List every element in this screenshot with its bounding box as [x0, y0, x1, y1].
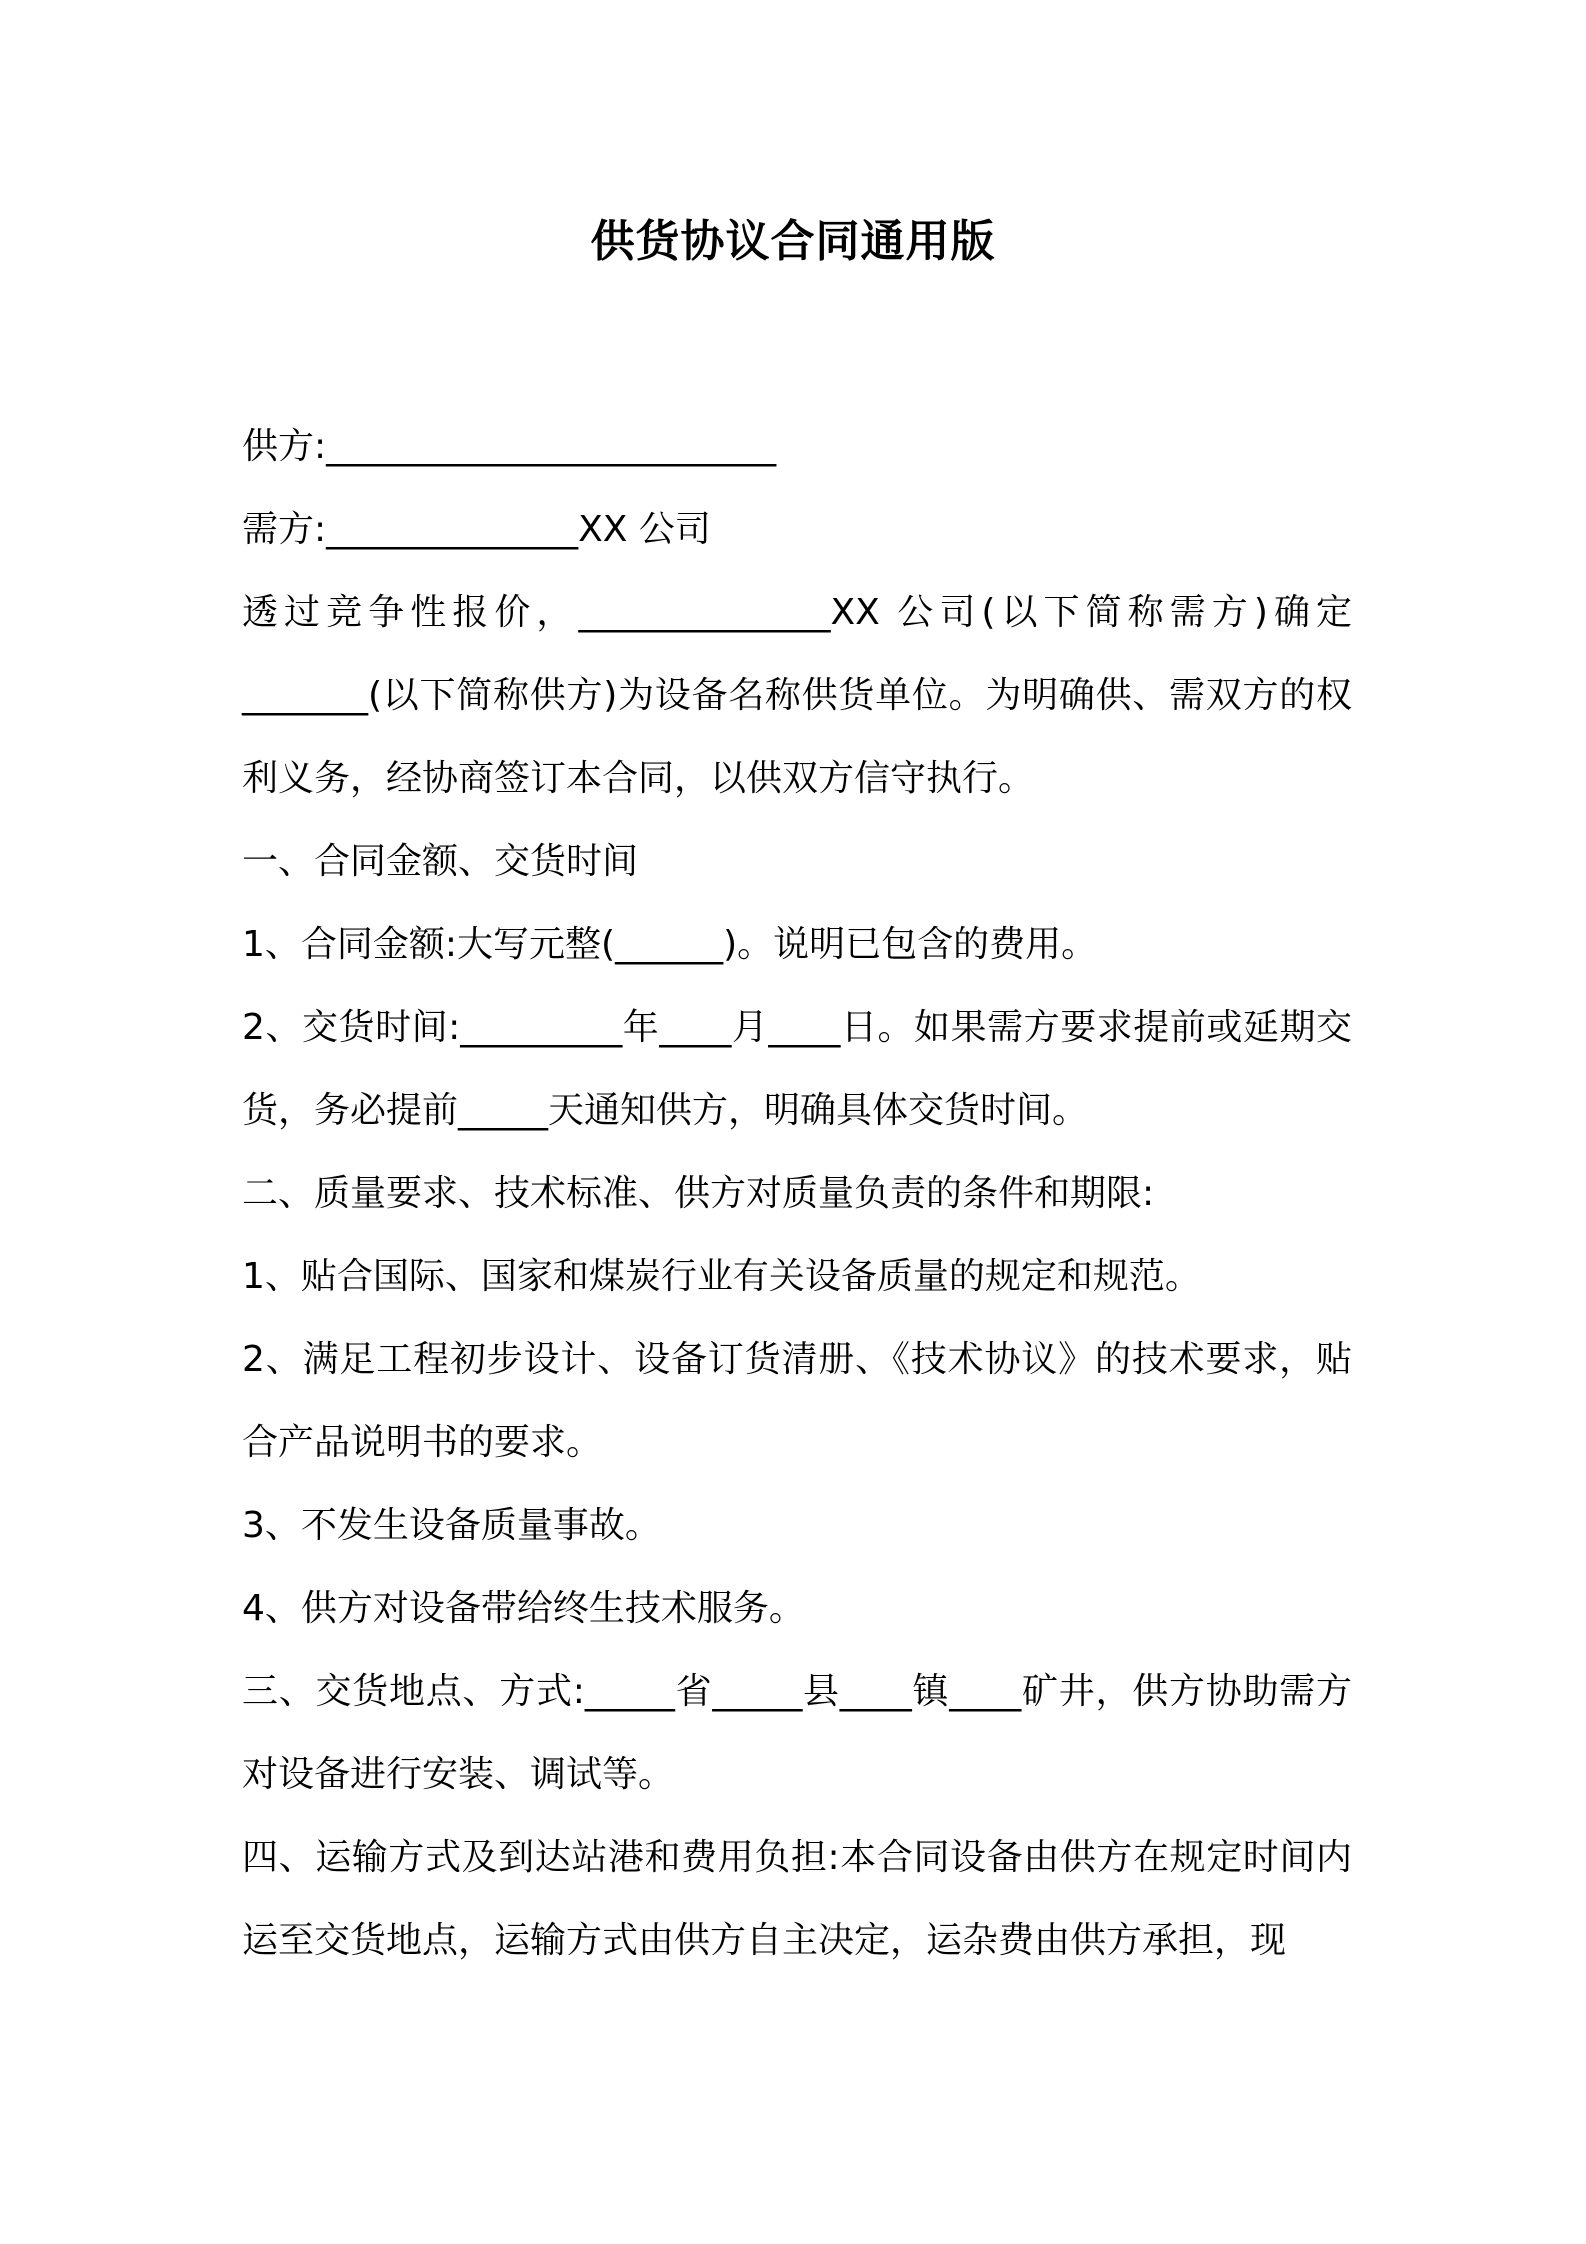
section-3: 三、交货地点、方式:_____省_____县____镇____矿井，供方协助需方对设备进行安装、调试等。 — [242, 1671, 1352, 1795]
supplier-line: 供方:_________________________ — [242, 426, 777, 467]
section-heading-2: 二、质量要求、技术标准、供方对质量负责的条件和期限: — [242, 1173, 1155, 1214]
document-body — [242, 405, 1352, 1982]
section-heading-1: 一、合同金额、交货时间 — [242, 841, 639, 882]
preamble-paragraph: 透过竞争性报价，______________XX 公司(以下简称需方)确定_______(以下简称供方)为设备名称供货单位。为明确供、需双方的权利义务，经协商签订本合同，以供双方信守执行。 — [242, 592, 1352, 799]
clause-1-1: 1、合同金额:大写元整(______)。说明已包含的费用。 — [242, 924, 1098, 965]
clause-1-2: 2、交货时间:_________年____月____日。如果需方要求提前或延期交货，务必提前_____天通知供方，明确具体交货时间。 — [242, 1007, 1352, 1131]
clause-2-1: 1、贴合国际、国家和煤炭行业有关设备质量的规定和规范。 — [242, 1256, 1201, 1297]
clause-2-3: 3、不发生设备质量事故。 — [242, 1505, 661, 1546]
section-4: 四、运输方式及到达站港和费用负担:本合同设备由供方在规定时间内运至交货地点，运输方式由供方自主决定，运杂费由供方承担，现 — [242, 1837, 1352, 1961]
buyer-line: 需方:______________XX 公司 — [242, 509, 711, 550]
document-title: 供货协议合同通用版 — [590, 216, 996, 267]
clause-2-4: 4、供方对设备带给终生技术服务。 — [242, 1588, 805, 1629]
clause-2-2: 2、满足工程初步设计、设备订货清册、《技术协议》的技术要求，贴合产品说明书的要求。 — [242, 1339, 1352, 1463]
